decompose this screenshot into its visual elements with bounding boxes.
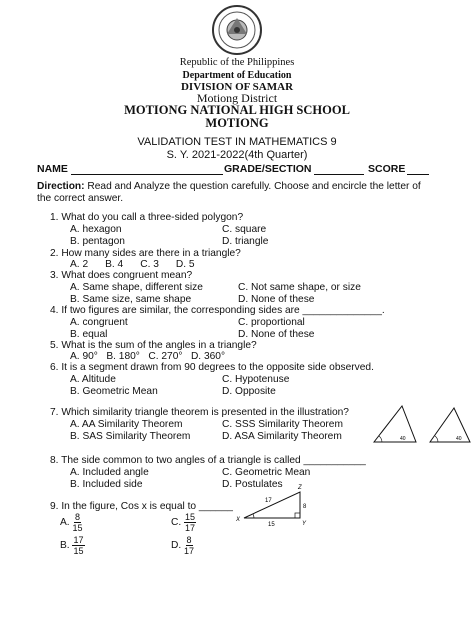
header-town: MOTIONG: [205, 116, 269, 130]
q9-b-numerator: 17: [73, 535, 84, 545]
q9-vertex-y: Y: [302, 521, 307, 527]
question-9: 9. In the figure, Cos x is equal to ______: [50, 501, 233, 512]
q6-option-a: A. Altitude: [70, 374, 116, 385]
name-field-line: [71, 174, 223, 175]
q3-option-b: B. Same size, same shape: [70, 294, 192, 305]
deped-seal-logo: [211, 4, 263, 56]
q7-triangles-figure: [372, 402, 472, 444]
q1-option-c: C. square: [222, 224, 267, 235]
score-field-label: SCORE: [368, 163, 406, 175]
q6-option-c: C. Hypotenuse: [222, 374, 290, 385]
q9-option-b-label: B.: [60, 540, 70, 551]
q8-option-c: C. Geometric Mean: [222, 467, 311, 478]
q7-option-a: A. AA Similarity Theorem: [70, 419, 183, 430]
q9-vertex-z: Z: [298, 485, 302, 491]
question-3: 3. What does congruent mean?: [50, 270, 193, 281]
direction-label: Direction:: [37, 181, 85, 192]
q5-options: A. 90° B. 180° C. 270° D. 360°: [70, 351, 226, 362]
header-republic: Republic of the Philippines: [179, 57, 295, 68]
q8-option-a: A. Included angle: [70, 467, 149, 478]
q9-side-hyp: 17: [265, 498, 272, 504]
score-field-line: [407, 174, 429, 175]
q9-option-a: [60, 512, 83, 533]
q7-option-c: C. SSS Similarity Theorem: [222, 419, 343, 430]
question-8: 8. The side common to two angles of a triangle is called ___________: [50, 455, 366, 466]
q3-option-d: D. None of these: [238, 294, 315, 305]
name-field-label: NAME: [37, 163, 68, 175]
question-7: 7. Which similarity triangle theorem is presented in the illustration?: [50, 407, 349, 418]
q9-side-adj: 15: [268, 522, 275, 528]
question-1: 1. What do you call a three-sided polygon?: [50, 212, 244, 223]
q9-option-a-fraction: [72, 512, 82, 533]
q7-angle-label-left: 40: [400, 436, 406, 442]
q3-option-c: C. Not same shape, or size: [238, 282, 361, 293]
direction: [37, 181, 421, 192]
question-6: 6. It is a segment drawn from 90 degrees to the opposite side observed.: [50, 362, 374, 373]
question-5: 5. What is the sum of the angles in a triangle?: [50, 340, 257, 351]
q9-option-c-label: C.: [171, 517, 182, 528]
direction-text-cont: the correct answer.: [37, 193, 124, 204]
header-school: MOTIONG NATIONAL HIGH SCHOOL: [124, 103, 350, 117]
q9-b-denominator: 15: [73, 546, 84, 556]
q1-option-a: A. hexagon: [70, 224, 122, 235]
q1-option-b: B. pentagon: [70, 236, 125, 247]
q8-option-b: B. Included side: [70, 479, 143, 490]
direction-text: Read and Analyze the question carefully. Choose and encircle the letter of: [84, 181, 421, 192]
q9-option-a-label: A.: [60, 517, 70, 528]
q9-c-numerator: 15: [185, 512, 196, 522]
test-title: VALIDATION TEST IN MATHEMATICS 9: [137, 136, 337, 148]
header-department: Department of Education: [182, 70, 292, 81]
q6-option-b: B. Geometric Mean: [70, 386, 158, 397]
q9-option-d-fraction: [184, 535, 194, 556]
q3-option-a: A. Same shape, different size: [70, 282, 203, 293]
q7-angle-label-right: 40: [456, 436, 462, 442]
school-year: S. Y. 2021-2022(4th Quarter): [166, 149, 308, 161]
q9-right-triangle-figure: [234, 482, 314, 530]
q9-a-numerator: 8: [74, 512, 80, 522]
q9-d-numerator: 8: [186, 535, 192, 545]
q9-option-b-fraction: [72, 535, 84, 556]
question-2: 2. How many sides are there in a triangle?: [50, 248, 241, 259]
q9-option-c: [171, 512, 196, 533]
q4-option-b: B. equal: [70, 329, 108, 340]
q9-c-denominator: 17: [185, 523, 196, 533]
grade-field-label: GRADE/SECTION: [224, 163, 312, 175]
q9-vertex-x: X: [236, 517, 241, 523]
q7-option-d: D. ASA Similarity Theorem: [222, 431, 342, 442]
q9-option-b: [60, 535, 85, 556]
q1-option-d: D. triangle: [222, 236, 269, 247]
q4-option-a: A. congruent: [70, 317, 128, 328]
q2-options: A. 2 B. 4 C. 3 D. 5: [70, 259, 195, 270]
q9-side-opp: 8: [303, 504, 307, 510]
q6-option-d: D. Opposite: [222, 386, 276, 397]
q7-option-b: B. SAS Similarity Theorem: [70, 431, 191, 442]
header-division: DIVISION OF SAMAR: [180, 81, 294, 93]
q4-option-c: C. proportional: [238, 317, 305, 328]
q8-option-d: D. Postulates: [222, 479, 283, 490]
question-4: 4. If two figures are similar, the corresponding sides are ______________.: [50, 305, 385, 316]
q9-d-denominator: 17: [184, 546, 195, 556]
q9-option-c-fraction: [184, 512, 196, 533]
header-district: Motiong District: [196, 91, 278, 105]
q9-option-d-label: D.: [171, 540, 182, 551]
q4-option-d: D. None of these: [238, 329, 315, 340]
q9-a-denominator: 15: [72, 523, 83, 533]
grade-field-line: [314, 174, 364, 175]
q9-option-d: [171, 535, 194, 556]
